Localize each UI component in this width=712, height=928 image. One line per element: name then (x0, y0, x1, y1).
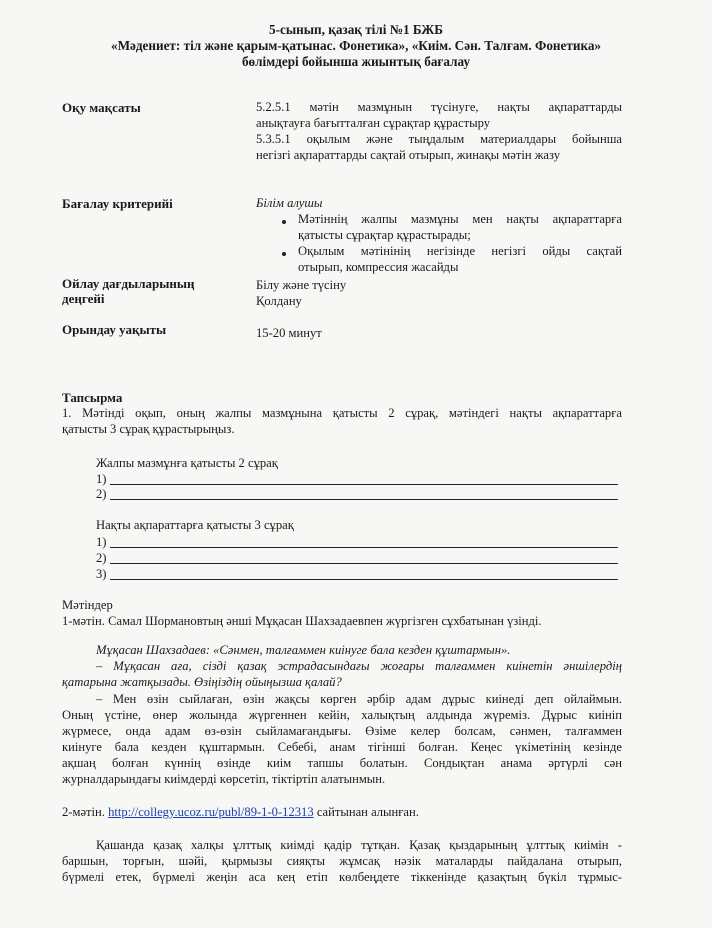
text1-answer: Оның үстіне, өнер жолында жүргеннен кейін, халықтың алдында жүреміз. Дұрыс киініп (62, 708, 622, 722)
task-heading: Тапсырма (62, 390, 123, 405)
thinking-level: Қолдану (256, 294, 302, 308)
text2-paragraph: бүрмелі етек, бүрмелі жеңін аса кең етіп көлбеңдете тіккенінде қазақтың бүкіл тұрмыс- (62, 870, 622, 884)
goal-text: 5.2.5.1 мәтін мазмұнын түсінуге, нақты ақпараттарды (256, 100, 622, 114)
goal-text: негізгі ақпараттарды сақтай отырып, жинақы мәтін жазу (256, 148, 561, 162)
goal-text: 5.3.5.1 оқылым және тыңдалым материалдары бойынша (256, 132, 622, 146)
thinking-label: Ойлау дағдыларының (62, 276, 195, 291)
answer-number: 1) (96, 472, 107, 486)
answer-number: 2) (96, 487, 107, 501)
doc-subtitle-2: бөлімдері бойынша жиынтық бағалау (241, 54, 471, 69)
answer-line[interactable] (110, 563, 618, 564)
text2-paragraph: Қашанда қазақ халқы ұлттық киімді қадір тұтқан. Қазақ қыздарының ұлттық киімін - (96, 838, 622, 852)
answer-line[interactable] (110, 579, 618, 580)
general-questions-label: Жалпы мазмұнға қатысты 2 сұрақ (96, 456, 278, 470)
answer-line[interactable] (110, 499, 618, 500)
text2-source (62, 805, 419, 820)
text1-question: – Мұқасан аға, сізді қазақ эстрадасындағы жоғары талғаммен киінетін әншілердің (96, 659, 622, 673)
bullet-icon (282, 252, 286, 256)
goal-text: анықтауға бағытталған сұрақтар құрастыру (256, 116, 490, 130)
criteria-item: отырып, компрессия жасайды (298, 260, 459, 274)
doc-title: 5-сынып, қазақ тілі №1 БЖБ (269, 22, 443, 37)
answer-number: 3) (96, 567, 107, 581)
time-label: Орындау уақыты (62, 322, 167, 337)
answer-line[interactable] (110, 484, 618, 485)
criteria-intro: Білім алушы (256, 196, 323, 210)
answer-line[interactable] (110, 547, 618, 548)
bullet-icon (282, 220, 286, 224)
task-instruction: 1. Мәтінді оқып, оның жалпы мазмұнына қатысты 2 сұрақ, мәтіндегі нақты ақпараттарға (62, 406, 622, 420)
text2-paragraph: баршын, торғын, шәйі, қырмызы сияқты жұмсақ нәзік маталарды пайдалана отырып, (62, 854, 622, 868)
source-link[interactable]: http://collegy.ucoz.ru/publ/89-1-0-12313 (108, 805, 314, 819)
time-value: 15-20 минут (256, 326, 322, 340)
text2-suffix: сайтынан алынған. (316, 805, 419, 819)
thinking-level: Білу және түсіну (256, 278, 347, 292)
criteria-item: Оқылым мәтінінің негізінде негізгі ойды сақтай (298, 244, 622, 258)
text1-answer: ақшаң болған күннің өзінде киім тапшы болатын. Сондықтан анама әртүрлі сән (62, 756, 622, 770)
task-instruction: қатысты 3 сұрақ құрастырыңыз. (62, 422, 235, 436)
texts-heading: Мәтіндер (62, 598, 113, 612)
text1-answer: жүрмесе, онда адам өз-өзін сыйламағандығы. Өзіме келер болсам, сәнмен, талғаммен (62, 724, 622, 738)
criteria-label: Бағалау критерийі (62, 196, 173, 211)
text2-label: 2-мәтін. (62, 805, 105, 819)
goal-label: Оқу мақсаты (62, 100, 141, 115)
doc-subtitle: «Мәдениет: тіл және қарым-қатынас. Фонетика», «Киім. Сән. Талғам. Фонетика» (110, 38, 602, 53)
text1-answer: киінуге бала кезден құштармын. Себебі, анам тігінші болған. Кеңес үкіметінің кезінде (62, 740, 622, 754)
text1-quote: Мұқасан Шахзадаев: «Сәнмен, талғаммен киінуге бала кезден құштармын». (96, 643, 511, 657)
answer-number: 2) (96, 551, 107, 565)
text1-question: қатарына жатқызады. Өзіңіздің ойыңызша қалай? (62, 675, 342, 689)
answer-number: 1) (96, 535, 107, 549)
criteria-item: қатысты сұрақтар құрастырады; (298, 228, 471, 242)
text1-source: 1-мәтін. Самал Шормановтың әнші Мұқасан Шахзадаевпен жүргізген сұхбатынан үзінді. (62, 614, 542, 628)
specific-questions-label: Нақты ақпараттарға қатысты 3 сұрақ (96, 518, 294, 532)
criteria-item: Мәтіннің жалпы мазмұны мен нақты ақпараттарға (298, 212, 622, 226)
text1-answer: – Мен өзін сыйлаған, өзін жақсы көрген әрбір адам дұрыс киінеді деп ойлаймын. (96, 692, 622, 706)
thinking-label: деңгейі (62, 291, 105, 306)
text1-answer: журналдарындағы киімдерді көрсетіп, тіктіртіп алатынмын. (62, 772, 386, 786)
